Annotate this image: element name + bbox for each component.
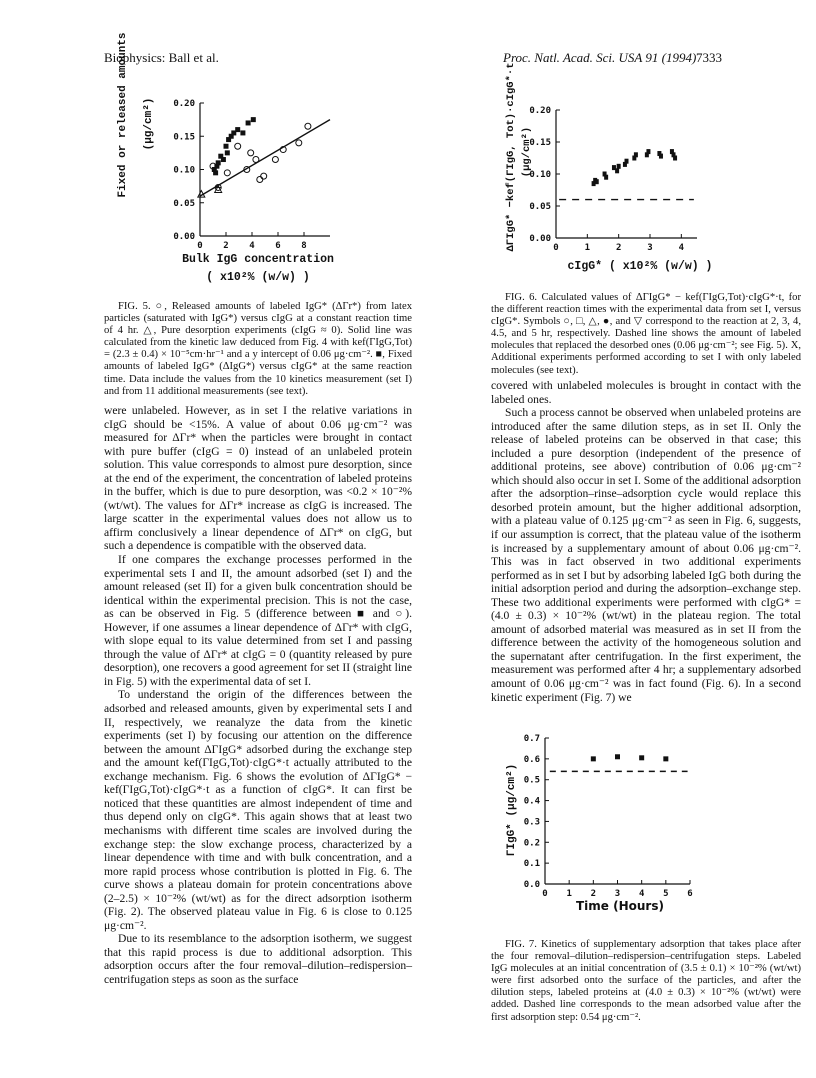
fig6-xlabel: cIgG* ( x10²% (w/w) ) xyxy=(567,260,713,273)
fig7-point xyxy=(591,756,596,761)
paragraph: were unlabeled. However, as in set I the relative variations in cIgG should be <15%. A value of about 0.06 μg·cm⁻² was measured for ΔΓr* when the particles were brought in contact with pure buffer (cIgG = 0) instead of an unlabeled protein solution. This value corresponds to almost pure desorption, since at the end of the experiment, the concentration of labeled proteins in the buffer, which is due to pure desorption, was <0.2 × 10⁻²% (wt/wt). The values for ΔΓr* increase as cIgG is increased. The large scatter in the experimental values does not allow us to affirm conclusively a linear dependence of ΔΓr* on cIgG, but such a dependence is compatible with the observed data. xyxy=(104,404,412,553)
fig6-point xyxy=(595,179,599,184)
fig7-y-tick-label: 0.5 xyxy=(523,775,540,786)
fig5-fixed-point xyxy=(251,117,256,122)
fig5-released-point xyxy=(257,176,263,182)
fig5-fixed-point xyxy=(246,120,251,125)
fig7-y-tick-label: 0.1 xyxy=(523,859,540,870)
running-head-left: Biophysics: Ball et al. xyxy=(104,50,219,65)
paragraph: Such a process cannot be observed when unlabeled proteins are introduced after the same dilution steps, as in set II. Only the release of labeled proteins can be observed in that case; this included a pure desorption (independent of the presence of additional proteins, see above) contribution of 0.06 μg·cm⁻² which should also occur in set I. Some of the additional adsorption after the adsorption–rinse–adsorption cycle would replace this desorbed protein amount, but the higher additional adsorption, with a plateau value of 0.125 μg·cm⁻² as seen in Fig. 6, suggests, if our assumption is correct, that the plateau value of the isotherm is increased by a supplementary amount of about 0.06 μg·cm⁻². This was in fact observed in two additional experiments performed as in set I but by adsorbing labeled IgG both during the initial adsorption period and during the adsorption–exchange step. These two additional experiments were performed with cIgG* = (4.0 ± 0.3) × 10⁻²% (wt/wt) in the plateau region. The total amount of adsorbed material was measured as in set II from the difference between the activity of the homogeneous solution and the supernatant after centrifugation. In the first experiment, the measurement was performed after 4 hr; a supplementary adsorbed amount of 0.06 μg·cm⁻² was in fact found (Fig. 6). In a second kinetic experiment (Fig. 7) we xyxy=(491,406,801,704)
fig6-point xyxy=(604,175,608,180)
page-number: 7333 xyxy=(696,50,722,65)
fig5-x-tick-label: 2 xyxy=(223,241,229,251)
fig6-point xyxy=(646,149,650,154)
fig6-ylabel-line1: ΔΓIgG* −kef(ΓIgG, Tot)·cIgG*·t xyxy=(505,62,517,252)
fig5-fixed-point xyxy=(235,127,240,132)
fig6-ylabel-line2: (μg/cm²) xyxy=(521,126,533,178)
fig7-ylabel: ΓIgG* (μg/cm²) xyxy=(506,763,518,857)
fig5-ylabel-line1: Fixed or released amounts xyxy=(117,32,129,198)
fig5-fixed-point xyxy=(225,150,230,155)
fig7-y-tick-label: 0.2 xyxy=(523,838,540,849)
fig5-fixed-point xyxy=(221,157,226,162)
fig5-xlabel-line2: ( x10²% (w/w) ) xyxy=(206,271,310,284)
fig6-x-tick-label: 0 xyxy=(553,243,559,253)
fig6-y-tick-label: 0.00 xyxy=(529,234,551,244)
fig5-y-tick-label: 0.20 xyxy=(173,99,195,109)
fig6-point xyxy=(673,156,677,161)
fig6-x-tick-label: 1 xyxy=(584,243,591,253)
fig7-x-tick-label: 4 xyxy=(638,889,645,899)
fig5-released-point xyxy=(248,150,254,156)
fig6-point xyxy=(634,152,638,157)
fig5-fixed-point xyxy=(216,160,221,165)
fig7-x-tick-label: 2 xyxy=(590,889,597,899)
fig7-point xyxy=(615,754,620,759)
fig7-y-tick-label: 0.4 xyxy=(523,796,540,807)
fig7-x-tick-label: 6 xyxy=(687,889,693,899)
paragraph: To understand the origin of the differences between the adsorbed and released amounts, given by experimental sets I and II, respectively, we reanalyze the data from the kinetic experiments (set I) by focusing our attention on the difference between the amount ΔΓIgG* adsorbed during the exchange step and the amount kef(ΓIgG,Tot)·cIgG*·t actually attributed to the exchange mechanism. Fig. 6 shows the evolution of ΔΓIgG* − kef(ΓIgG,Tot)·cIgG*·t as a function of cIgG*. It can first be noticed that these quantities are almost independent of time and thus depend only on cIgG*. This again shows that at least two mechanisms with different time scales are involved during the exchange step: the slow exchange process, characterized by a linear dependence with time and with bulk concentration, and a more rapid process whose contribution is plotted in Fig. 6. The curve shows a plateau domain for protein concentrations above (2–2.5) × 10⁻²% (wt/wt) as for the direct adsorption isotherm (Fig. 2). The observed plateau value in Fig. 6 is close to 0.125 μg·cm⁻². xyxy=(104,688,412,932)
fig6-point xyxy=(617,164,621,169)
fig6-point xyxy=(615,168,619,173)
fig6-x-tick-label: 2 xyxy=(615,243,622,253)
fig7-x-tick-label: 1 xyxy=(566,889,572,899)
fig5-fixed-point xyxy=(240,130,245,135)
fig6-x-tick-label: 3 xyxy=(647,243,653,253)
fig5-x-tick-label: 0 xyxy=(197,241,203,251)
right-column xyxy=(491,379,801,704)
fig7-x-tick-label: 3 xyxy=(614,889,621,899)
fig7-x-tick-label: 0 xyxy=(542,889,548,899)
fig7-y-tick-label: 0.6 xyxy=(523,754,540,765)
fig5-ylabel-units: (μg/cm²) xyxy=(143,97,155,151)
running-head-journal: Proc. Natl. Acad. Sci. USA 91 (1994) xyxy=(503,50,697,65)
fig7-point xyxy=(663,756,668,761)
fig7-point xyxy=(639,755,644,760)
fig6-y-tick-label: 0.10 xyxy=(529,170,551,180)
fig6-caption: FIG. 6. Calculated values of ΔΓIgG* − kef(ΓIgG,Tot)·cIgG*·t, for the different reaction times with the experimental data from set I, versus cIgG*. Symbols ○, □, △, ●, and ▽ correspond to the reaction at 2, 3, 4, 4.5, and 5 hr, respectively. Dashed line shows the amount of labeled molecules that replaced the desorbed ones (0.06 μg·cm⁻²; see Fig. 5). X, Additional experiments performed according to set I with only labeled molecules (see text). xyxy=(491,292,801,376)
paragraph: Due to its resemblance to the adsorption isotherm, we suggest that this rapid process is due to additional adsorption. This adsorption occurs after the four removal–dilution–redispersion–centrifugation steps as soon as the surface xyxy=(104,932,412,986)
fig6-y-tick-label: 0.20 xyxy=(529,106,551,116)
fig7-y-tick-label: 0.0 xyxy=(523,880,540,890)
fig7-y-tick-label: 0.7 xyxy=(523,734,540,744)
fig5-x-tick-label: 8 xyxy=(301,241,307,251)
fig5-x-tick-label: 4 xyxy=(249,241,255,251)
fig5-released-point xyxy=(272,157,278,163)
fig7-y-tick-label: 0.3 xyxy=(523,817,540,828)
fig6-point xyxy=(659,154,663,159)
fig5-released-point xyxy=(224,170,230,176)
fig5-y-tick-label: 0.15 xyxy=(173,132,195,143)
fig5-y-tick-label: 0.00 xyxy=(173,232,195,242)
fig5-released-point xyxy=(305,123,311,129)
fig7-xlabel: Time (Hours) xyxy=(576,899,664,913)
fig5-fixed-point xyxy=(224,144,229,149)
paragraph: covered with unlabeled molecules is brought in contact with the labeled ones. xyxy=(491,379,801,406)
fig6-y-tick-label: 0.15 xyxy=(529,138,551,148)
fig5-released-point xyxy=(261,173,267,179)
fig7-x-tick-label: 5 xyxy=(663,889,669,899)
fig5-caption: FIG. 5. ○, Released amounts of labeled IgG* (ΔΓr*) from latex particles (saturated with IgG*) versus cIgG at a constant reaction time of 4 hr. △, Pure desorption experiments (cIgG ≈ 0). Solid line was calculated from the kinetic law deduced from Fig. 4 with kef(ΓIgG,Tot) = (2.3 ± 0.4) × 10⁻⁵cm·hr⁻¹ and a y intercept of 0.06 μg·cm⁻². ■, Fixed amounts of labeled IgG* (ΔIgG*) versus cIgG* at the same reaction time. Data include the values from the 10 kinetics measurement (set I) and from 11 additional measurements (see text). xyxy=(104,301,412,397)
fig5-y-tick-label: 0.10 xyxy=(173,165,195,176)
fig6-point xyxy=(625,159,629,164)
fig5-x-tick-label: 6 xyxy=(275,241,281,251)
fig5-released-point xyxy=(296,140,302,146)
fig6-x-tick-label: 4 xyxy=(678,243,685,253)
fig5-released-point xyxy=(253,157,259,163)
fig7-caption: FIG. 7. Kinetics of supplementary adsorption that takes place after the four removal–dilution–redispersion–centrifugation steps. Labeled IgG molecules at an initial concentration of (3.5 ± 0.1) × 10⁻²% (wt/wt) were first adsorbed onto the surface of the particles, and after the dilution steps, labeled proteins at (4.0 ± 0.3) × 10⁻²% (wt/wt) were added. Dashed line corresponds to the mean adsorbed value after the first adsorption step: 0.54 μg·cm⁻². xyxy=(491,939,801,1023)
paragraph: If one compares the exchange processes performed in the experimental sets I and II, the amount adsorbed (set I) and the amount released (set II) for a given bulk concentration should be identical within the experimental precision. This is not the case, as can be observed in Fig. 5 (difference between ■ and ○). However, if one assumes a linear dependence of ΔΓr* with cIgG, with slope equal to its value determined from set I and passing through the value of ΔΓr* at cIgG = 0 (quantity released by pure desorption), one recovers a good agreement for set II (straight line in Fig. 5) with the experimental data of set I. xyxy=(104,553,412,688)
left-column xyxy=(104,404,412,987)
fig5-y-tick-label: 0.05 xyxy=(173,198,195,209)
fig5-released-point xyxy=(235,143,241,149)
fig5-xlabel-line1: Bulk IgG concentration xyxy=(182,253,334,266)
fig6-y-tick-label: 0.05 xyxy=(529,202,551,212)
